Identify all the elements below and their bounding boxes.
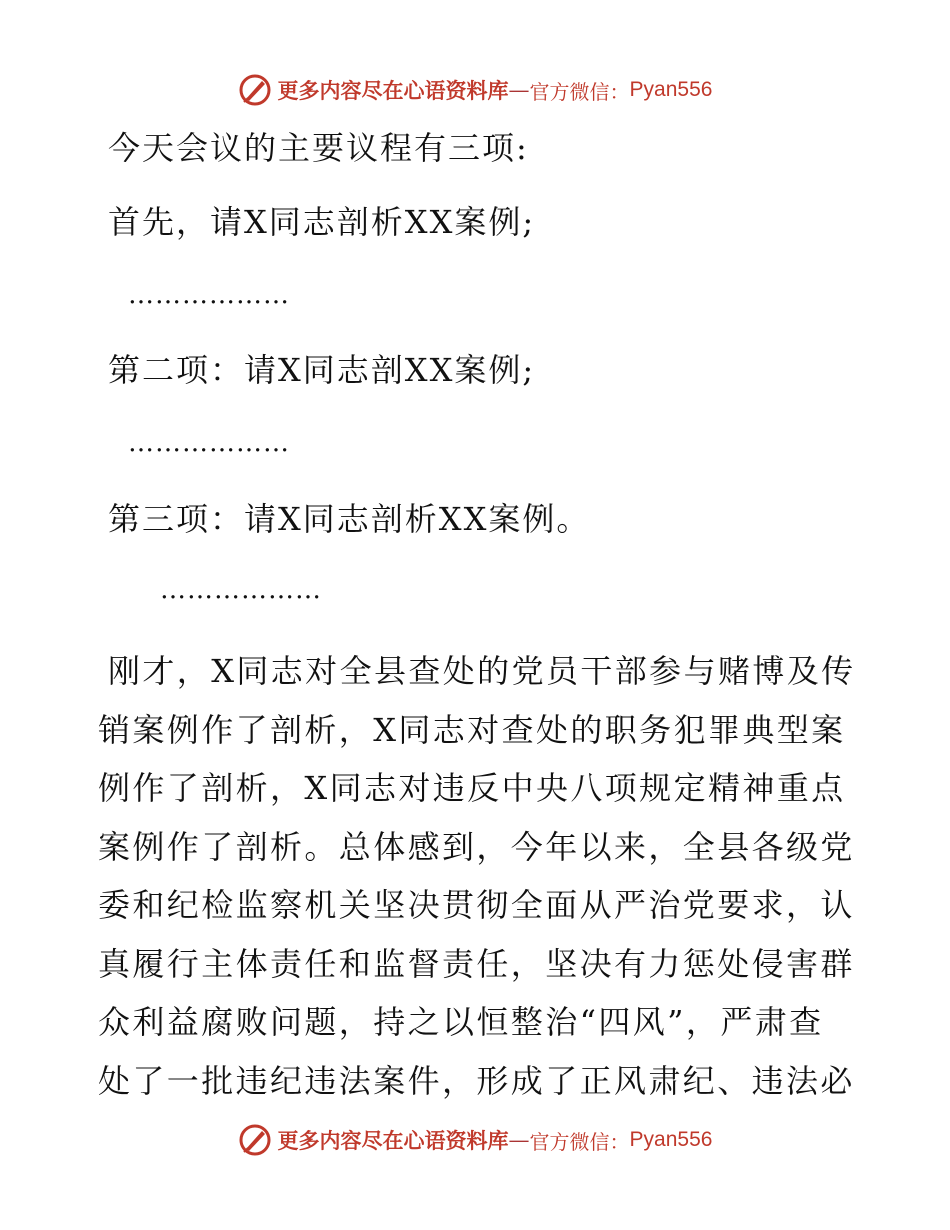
agenda-item-3: 第三项：请X同志剖析XX案例。 [108, 500, 591, 538]
paragraph-line: 真履行主体责任和监督责任，坚决有力惩处侵害群 [98, 944, 855, 983]
paragraph-line: 销案例作了剖析，X同志对查处的职务犯罪典型案 [98, 710, 846, 749]
watermark-dash: — [508, 1128, 530, 1152]
watermark-wechat-label: 官方微信： [529, 79, 630, 104]
footer-watermark [0, 1120, 950, 1160]
agenda-intro: 今天会议的主要议程有三项: [108, 129, 529, 167]
agenda-ellipsis-2: ……………… [128, 428, 290, 458]
paragraph-line: 委和纪检监察机关坚决贯彻全面从严治党要求，认 [98, 886, 855, 924]
paragraph-line: 例作了剖析，X同志对违反中央八项规定精神重点 [98, 769, 846, 807]
watermark-brand: 更多内容尽在心语资料库 [277, 78, 509, 103]
watermark-wechat-id: Pyan556 [629, 1128, 713, 1151]
watermark-wechat-label: 官方微信： [529, 1129, 630, 1154]
watermark-dash: — [508, 78, 530, 102]
paragraph-line: 众利益腐败问题，持之以恒整治“四风”，严肃查 [98, 1003, 824, 1041]
quill-logo-icon [238, 73, 272, 107]
agenda-item-2: 第二项：请X同志剖XX案例; [108, 351, 536, 389]
paragraph-line: 处了一批违纪违法案件，形成了正风肃纪、违法必 [98, 1061, 855, 1100]
body-paragraph [98, 642, 858, 1110]
agenda-item-1: 首先，请X同志剖析XX案例; [108, 203, 536, 241]
paragraph-line: 刚才，X同志对全县查处的党员干部参与赌博及传 [108, 652, 856, 690]
agenda-ellipsis-3: ……………… [160, 575, 322, 605]
agenda-ellipsis-1: ……………… [128, 280, 290, 310]
quill-logo-icon [238, 1123, 272, 1157]
header-watermark [0, 70, 950, 110]
paragraph-line: 案例作了剖析。总体感到，今年以来，全县各级党 [98, 827, 855, 866]
watermark-wechat-id: Pyan556 [629, 78, 713, 101]
watermark-brand: 更多内容尽在心语资料库 [277, 1128, 509, 1153]
